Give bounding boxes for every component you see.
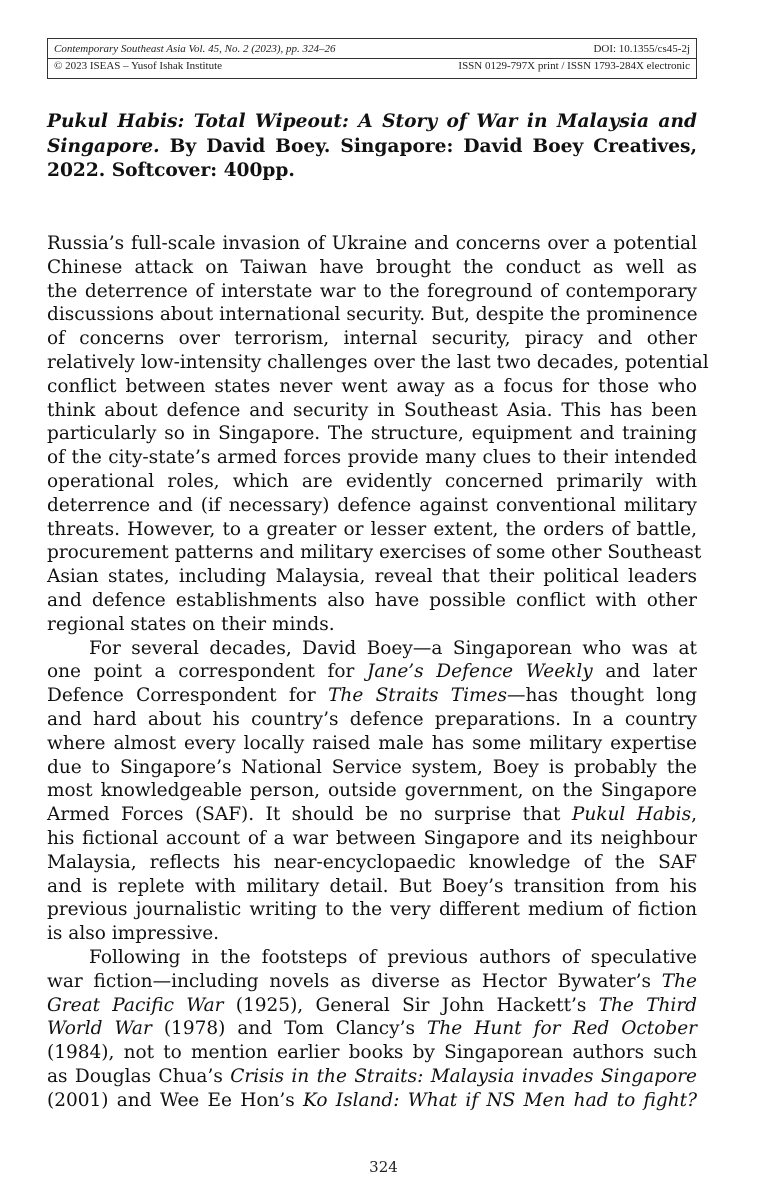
text-run: of the city-state’s armed forces provide many clues to their intended <box>47 447 697 469</box>
paragraph <box>47 637 697 946</box>
text-run: For several decades, David Boey—a Singaporean who was at <box>89 637 697 659</box>
text-run: conflict between states never went away as a focus for those who <box>47 375 697 397</box>
text-line <box>47 875 697 899</box>
text-line <box>47 327 697 351</box>
text-line <box>47 684 697 708</box>
book-title: Pukul Habis: Total Wipeout: A Story of War in Malaysia and Singapore. <box>47 111 697 157</box>
text-run: as Douglas Chua’s <box>47 1065 231 1087</box>
text-line <box>47 946 697 970</box>
text-run: and is replete with military detail. But Boey’s transition from his <box>47 875 697 897</box>
text-line <box>47 779 697 803</box>
text-line <box>47 280 697 304</box>
text-run: and later <box>592 661 697 683</box>
text-run: Following in the footsteps of previous authors of speculative <box>89 946 697 968</box>
text-line <box>47 399 697 423</box>
review-body <box>47 232 709 1112</box>
text-run: operational roles, which are evidently concerned primarily with <box>47 470 697 492</box>
text-run: Russia’s full-scale invasion of Ukraine and concerns over a potential <box>47 233 697 254</box>
italic-title: World War <box>47 1018 152 1040</box>
text-run: Chinese attack on Taiwan have brought the conduct as well as <box>47 256 697 278</box>
text-run: is also impressive. <box>47 923 220 945</box>
text-run: and hard about his country’s defence preparations. In a country <box>47 708 697 730</box>
issn: ISSN 0129-797X print / ISSN 1793-284X electronic <box>458 60 690 72</box>
italic-title: The <box>661 970 697 992</box>
text-run: Asian states, including Malaysia, reveal that their political leaders <box>47 566 697 588</box>
text-run: (1984), not to mention earlier books by Singaporean authors such <box>47 1042 697 1064</box>
text-run: Armed Forces (SAF). It should be no surprise that <box>47 804 572 826</box>
text-line <box>47 494 697 518</box>
text-run: war fiction—including novels as diverse as Hector Bywater’s <box>47 970 662 992</box>
text-line <box>47 637 697 661</box>
journal-header-box <box>47 38 697 79</box>
italic-title: The Straits Times <box>328 685 508 707</box>
text-run: think about defence and security in Southeast Asia. This has been <box>47 399 697 421</box>
italic-title: Great Pacific War <box>47 994 224 1016</box>
text-line <box>47 1041 697 1065</box>
text-run: —has thought long <box>507 685 698 707</box>
text-line <box>47 565 697 589</box>
text-run: (1978) and Tom Clancy’s <box>151 1018 428 1040</box>
text-run: particularly so in Singapore. The structure, equipment and training <box>47 423 697 445</box>
italic-title: Ko Island: What if NS Men had to fight? <box>303 1089 697 1111</box>
text-line <box>47 351 709 375</box>
text-line <box>47 851 697 875</box>
text-run: Defence Correspondent for <box>47 685 329 707</box>
text-line <box>47 922 697 946</box>
text-line <box>47 708 697 732</box>
text-line <box>47 375 697 399</box>
italic-title: The Third <box>598 994 698 1016</box>
text-line <box>47 303 697 327</box>
text-run: his fictional account of a war between Singapore and its neighbour <box>47 827 697 849</box>
text-run: most knowledgeable person, outside government, on the Singapore <box>47 780 697 802</box>
text-line <box>47 589 697 613</box>
text-line <box>47 660 697 684</box>
text-line <box>47 541 702 565</box>
text-line <box>47 827 697 851</box>
text-run: relatively low-intensity challenges over the last two decades, potential <box>47 351 709 373</box>
italic-title: The Hunt for Red October <box>427 1018 698 1040</box>
text-run: threats. However, to a greater or lesser extent, the orders of battle, <box>47 518 697 540</box>
text-run: Malaysia, reflects his near-encyclopaedic knowledge of the SAF <box>47 851 697 873</box>
text-run: and defence establishments also have possible conflict with other <box>47 589 697 611</box>
text-run: (1925), General Sir John Hackett’s <box>223 994 599 1016</box>
paragraph <box>47 232 709 637</box>
text-run: one point a correspondent for <box>47 661 367 683</box>
text-run: , <box>691 804 697 826</box>
header-row-copyright <box>54 59 690 74</box>
text-run: where almost every locally raised male has some military expertise <box>47 732 697 754</box>
text-line <box>47 422 697 446</box>
text-line <box>47 994 697 1018</box>
text-run: deterrence and (if necessary) defence against conventional military <box>47 494 697 516</box>
text-line <box>47 732 697 756</box>
text-line <box>47 1017 697 1041</box>
text-run: the deterrence of interstate war to the foreground of contemporary <box>47 280 697 302</box>
text-line <box>47 518 697 542</box>
text-line <box>47 446 697 470</box>
page-number: 324 <box>369 1158 398 1176</box>
italic-title: Crisis in the Straits: Malaysia invades Singapore <box>230 1065 697 1087</box>
header-row-citation <box>54 42 690 57</box>
text-run: of concerns over terrorism, internal security, piracy and other <box>47 328 697 350</box>
journal-citation: Contemporary Southeast Asia Vol. 45, No. 2 (2023), pp. 324–26 <box>54 43 336 55</box>
text-run: discussions about international security. But, despite the prominence <box>47 304 698 326</box>
copyright: © 2023 ISEAS – Yusof Ishak Institute <box>54 60 223 72</box>
italic-title: Jane’s Defence Weekly <box>366 661 593 683</box>
text-line <box>47 613 697 637</box>
text-run: previous journalistic writing to the very different medium of fiction <box>47 899 697 921</box>
text-run: regional states on their minds. <box>47 613 335 635</box>
book-details: By David Boey. Singapore: David Boey Creatives, 2022. Softcover: 400pp. <box>47 135 698 181</box>
text-line <box>47 970 697 994</box>
text-line <box>47 898 697 922</box>
text-run: due to Singapore’s National Service system, Boey is probably the <box>47 756 697 778</box>
doi: DOI: 10.1355/cs45-2j <box>593 43 690 55</box>
text-run: procurement patterns and military exercises of some other Southeast <box>47 542 702 564</box>
text-line <box>47 470 697 494</box>
text-line <box>47 232 697 256</box>
review-heading <box>47 110 697 184</box>
text-line <box>47 756 697 780</box>
text-line <box>47 1089 697 1113</box>
text-run: (2001) and Wee Ee Hon’s <box>47 1089 304 1111</box>
paragraph <box>47 946 697 1113</box>
italic-title: Pukul Habis <box>571 804 692 826</box>
text-line <box>47 1065 697 1089</box>
text-line <box>47 803 697 827</box>
text-line <box>47 256 697 280</box>
